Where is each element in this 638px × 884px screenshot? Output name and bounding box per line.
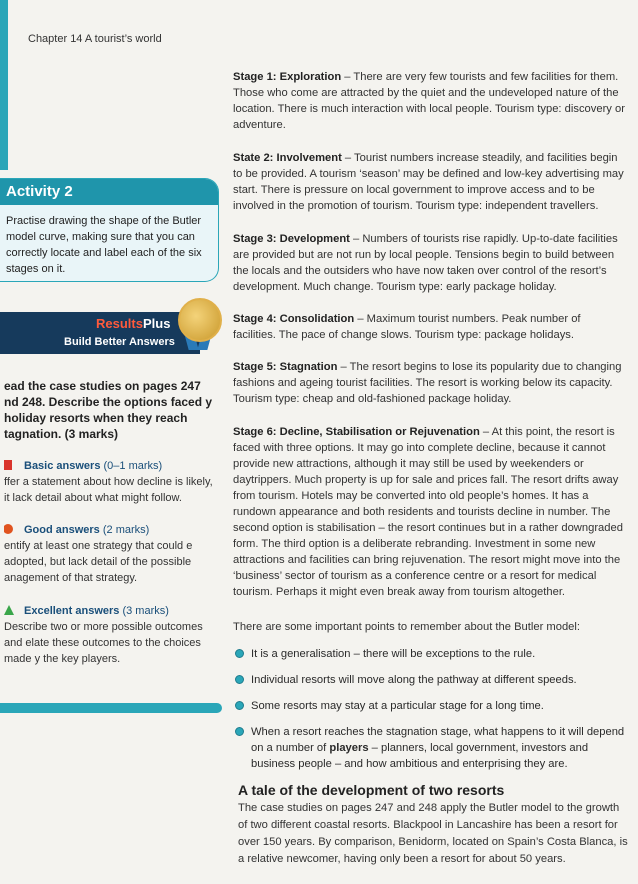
points-list	[233, 646, 628, 782]
section-underbar	[0, 703, 222, 713]
list-item: Individual resorts will move along the pathway at different speeds.	[233, 672, 628, 688]
answer-marks: (0–1 marks)	[103, 460, 163, 472]
list-item: Some resorts may stay at a particular stage for a long time.	[233, 698, 628, 714]
stage-title: Stage 5: Stagnation	[233, 361, 338, 373]
answer-marks: (3 marks)	[122, 605, 169, 617]
stage-title: Stage 3: Development	[233, 233, 350, 245]
bullet-dot-icon	[235, 701, 244, 710]
stage-title: Stage 6: Decline, Stabilisation or Rejuvenation	[233, 426, 480, 438]
answer-marks: (2 marks)	[102, 524, 150, 536]
bullet-dot-icon	[235, 727, 244, 736]
stage-3	[233, 231, 625, 295]
stage-5	[233, 359, 625, 407]
red-square-icon	[4, 460, 14, 470]
stage-text: – Tourist numbers increase steadily, and facilities begin to be provided. A tourism ‘season’ may be defined and low-key advertising may start. There is pressure on local government to improve access and to be involved in the promotion of tourism. Tourism type: independent travellers.	[233, 152, 624, 212]
green-triangle-icon	[4, 605, 14, 615]
bullet-dot-icon	[235, 675, 244, 684]
results-plus-banner	[0, 312, 200, 354]
answer-text: Describe two or more possible outcomes and elate these outcomes to the choices made y the key players.	[4, 621, 203, 665]
answer-title: Basic answers	[24, 460, 101, 472]
bullet-dot-icon	[235, 649, 244, 658]
side-color-strip	[0, 0, 8, 170]
stage-text: – Numbers of tourists rise rapidly. Up-to-date facilities are provided but are not run by local people. Tensions begin to build between the locals and the outsiders who have now taken over control of the resort’s development. Much change. Tourism type: early package holiday.	[233, 233, 618, 293]
points-intro: There are some important points to remember about the Butler model:	[233, 621, 580, 633]
answer-basic	[0, 458, 218, 506]
section-heading: A tale of the development of two resorts	[238, 782, 505, 798]
activity-box	[0, 178, 219, 282]
results-plus-subtitle: Build Better Answers	[64, 336, 175, 348]
stage-text: – Maximum tourist numbers. Peak number of facilities. The pace of change slows. Tourism type: package holidays.	[233, 313, 581, 341]
stage-1	[233, 69, 625, 133]
answer-text: ffer a statement about how decline is likely, it lack detail about what might follow.	[4, 476, 213, 504]
stage-text: – The resort begins to lose its popularity due to changing fashions and ageing tourist facilities. The resort is working below its capacity. Tourism type: cheap and old-fashioned package holiday.	[233, 361, 622, 405]
stage-title: Stage 4: Consolidation	[233, 313, 355, 325]
list-item: It is a generalisation – there will be exceptions to the rule.	[233, 646, 628, 662]
activity-title: Activity 2	[0, 179, 218, 205]
answer-good	[0, 522, 218, 586]
list-item: When a resort reaches the stagnation stage, what happens to it will depend on a number of players – planners, local government, investors and business people – and how ambitious and enterprising they are.	[233, 724, 628, 772]
answer-text: entify at least one strategy that could e adopted, but lack detail of the possible anagement of that strategy.	[4, 540, 193, 584]
exam-question: ead the case studies on pages 247 nd 248. Describe the options faced y holiday resorts when they reach tagnation. (3 marks)	[4, 379, 213, 441]
activity-body: Practise drawing the shape of the Butler model curve, making sure that you can correctly locate and label each of the six stages on it.	[6, 215, 202, 275]
results-plus-logo: ResultsPlus	[96, 316, 171, 331]
orange-circle-icon	[4, 524, 14, 534]
answer-excellent	[0, 603, 218, 667]
stage-text: – At this point, the resort is faced with three options. It may go into complete decline, because it cannot provide new attractions, although it may still be used by weekenders or daytrippers. Much property is up for sale and prices fall. The resort drifts away from tourism. Hotels may be converted into old people’s homes. It has a rundown appearance and both residents and tourists decline in number. The second option is stabilisation – the resort continues but in a rather downgraded form. The third option is a deliberate rebranding. Investment in some new attractions and facilities can bring rejuvenation. The resort might move into the ‘business’ sector of tourism as a conference centre or a resort for medical tourism. Perhaps it might even break away from tourism altogether.	[233, 426, 623, 598]
section-body: The case studies on pages 247 and 248 apply the Butler model to the growth of two different coastal resorts. Blackpool in Lancashire has been a resort for over 150 years. By comparison, Benidorm, located on Spain’s Costa Blanca, is a relative newcomer, having only been a resort for about 50 years.	[238, 802, 628, 865]
stage-text: – There are very few tourists and few facilities for them. Those who come are attracted by the quiet and the undeveloped nature of the location. There is much interaction with local people. Tourism type: discovery or adventure.	[233, 71, 625, 131]
stage-4	[233, 311, 625, 343]
answer-title: Excellent answers	[24, 605, 120, 617]
chapter-header: Chapter 14 A tourist’s world	[28, 33, 162, 45]
stage-title: State 2: Involvement	[233, 152, 342, 164]
stage-2	[233, 150, 625, 214]
medal-icon	[178, 298, 222, 342]
stage-6	[233, 424, 625, 600]
stage-title: Stage 1: Exploration	[233, 71, 342, 83]
answer-title: Good answers	[24, 524, 100, 536]
